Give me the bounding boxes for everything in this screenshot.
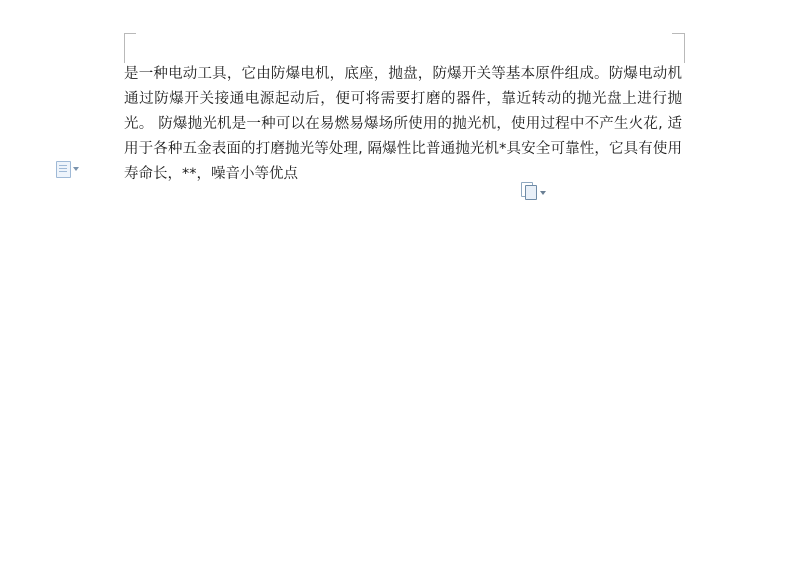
margin-mark-top-right: [672, 33, 684, 34]
margin-mark-right: [684, 33, 685, 63]
margin-mark-top-left: [124, 33, 136, 34]
chevron-down-icon: [73, 167, 79, 171]
document-body-paragraph[interactable]: 是一种电动工具，它由防爆电机，底座，抛盘，防爆开关等基本原件组成。防爆电动机通过防爆开关接通电源起动后，便可将需要打磨的器件，靠近转动的抛光盘上进行抛光。 防爆抛光机是一种可以在易燃易爆场所使用的抛光机，使用过程中不产生火花, 适用于各种五金表面的打磨抛光等处理, 隔爆性比普通抛光机*具安全可靠性，它具有使用寿命长，**，噪音小等优点: [124, 66, 682, 182]
clipboard-icon: [521, 182, 537, 199]
document-paste-marker[interactable]: [56, 160, 82, 178]
document-icon: [56, 161, 71, 178]
chevron-down-icon[interactable]: [540, 191, 546, 195]
paste-options-button[interactable]: [521, 182, 546, 199]
clipboard-front-sheet: [525, 185, 537, 200]
margin-mark-left: [124, 33, 125, 63]
